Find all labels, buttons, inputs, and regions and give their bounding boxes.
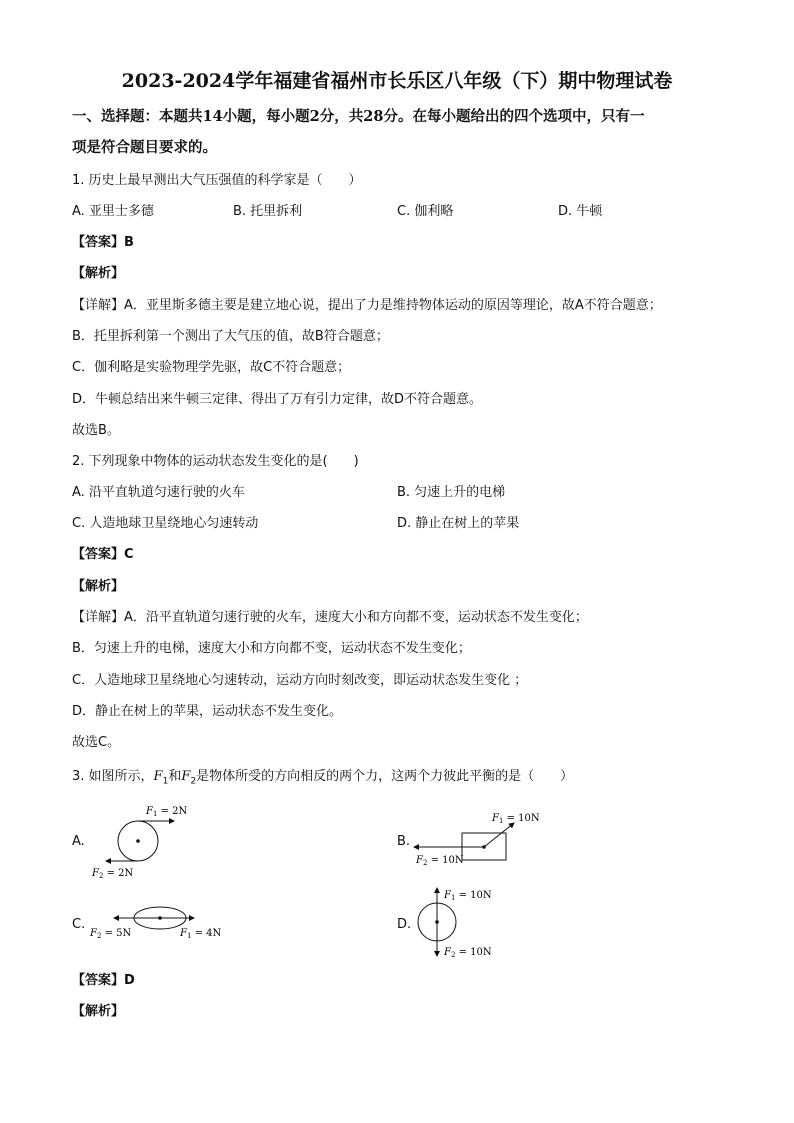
q3-f2-symbol: F: [181, 769, 191, 784]
center-dot: [136, 839, 140, 843]
q2-conclusion: 故选C。: [72, 735, 121, 750]
q3-f2-subscript: 2: [190, 776, 197, 787]
section-heading-line1: 一、选择题：本题共14小题，每小题2分，共28分。在每小题给出的四个选项中，只有一: [72, 108, 645, 125]
q2-stem: 2. 下列现象中物体的运动状态发生变化的是( ): [72, 454, 359, 469]
f1-label: $F_1 = 4N$: [180, 928, 222, 940]
f2-label: $F_2 = 10N$: [416, 855, 464, 867]
q2-option-d: D. 静止在树上的苹果: [397, 516, 520, 531]
q2-option-c: C. 人造地球卫星绕地心匀速转动: [72, 516, 259, 531]
f1-arrow: [484, 823, 514, 847]
f2-label: $F_2 = 10N$: [444, 947, 492, 959]
f1-label: $F_1 = 10N$: [444, 890, 492, 902]
f1-label: $F_1 = 10N$: [492, 813, 540, 825]
q2-detail-a: 【详解】A．沿平直轨道匀速行驶的火车，速度大小和方向都不变，运动状态不发生变化；: [72, 610, 588, 625]
q2-detail-b: B．匀速上升的电梯，速度大小和方向都不变，运动状态不发生变化；: [72, 641, 471, 656]
section-heading-line2: 项是符合题目要求的。: [72, 139, 217, 156]
q3-f1-subscript: 1: [162, 776, 169, 787]
q2-detail-d: D．静止在树上的苹果，运动状态不发生变化。: [72, 704, 343, 719]
q3-figure-d: [410, 880, 520, 966]
f2-label: $F_2 = 5N$: [90, 928, 132, 940]
q1-detail-a: 【详解】A．亚里斯多德主要是建立地心说，提出了力是维持物体运动的原因等理论，故A不符合题意；: [72, 298, 662, 313]
q3-stem-pre: 3. 如图所示，: [72, 769, 154, 784]
page-title: 2023-2024学年福建省福州市长乐区八年级（下）期中物理试卷: [121, 70, 673, 92]
f1-label: $F_1 = 2N$: [146, 806, 188, 818]
q1-option-d: D. 牛顿: [558, 204, 603, 219]
q3-f1-symbol: F: [153, 769, 163, 784]
q1-option-b: B. 托里拆利: [233, 204, 303, 219]
q3-analysis-label: 【解析】: [72, 1004, 125, 1019]
q1-option-a: A. 亚里士多德: [72, 204, 154, 219]
q1-conclusion: 故选B。: [72, 423, 120, 438]
q2-option-b: B. 匀速上升的电梯: [397, 485, 506, 500]
q3-option-d-label: D.: [397, 917, 412, 932]
q3-figure-c: [86, 900, 246, 950]
q2-detail-c: C．人造地球卫星绕地心匀速转动，运动方向时刻改变，即运动状态发生变化 ；: [72, 673, 528, 688]
f2-label: $F_2 = 2N$: [92, 868, 134, 880]
q2-option-a: A. 沿平直轨道匀速行驶的火车: [72, 485, 245, 500]
q3-figure-a: [86, 800, 206, 880]
q3-stem-post: 是物体所受的方向相反的两个力，这两个力彼此平衡的是（ ）: [196, 769, 574, 784]
q1-stem: 1. 历史上最早测出大气压强值的科学家是（ ）: [72, 173, 362, 188]
q3-stem: [72, 768, 573, 791]
q3-option-b-label: B.: [397, 834, 411, 849]
q3-answer: 【答案】D: [72, 973, 135, 988]
q3-stem-mid: 和: [168, 769, 182, 784]
q3-option-c-label: C.: [72, 917, 86, 932]
q2-analysis-label: 【解析】: [72, 579, 125, 594]
q1-answer: 【答案】B: [72, 235, 134, 250]
q3-figure-b: [410, 805, 560, 875]
q1-detail-d: D．牛顿总结出来牛顿三定律、得出了万有引力定律，故D不符合题意。: [72, 392, 483, 407]
q1-detail-b: B．托里拆利第一个测出了大气压的值，故B符合题意；: [72, 329, 389, 344]
q3-option-a-label: A.: [72, 834, 85, 849]
q1-analysis-label: 【解析】: [72, 266, 125, 281]
q2-answer: 【答案】C: [72, 547, 134, 562]
q1-option-c: C. 伽利略: [397, 204, 454, 219]
q1-detail-c: C．伽利略是实验物理学先驱，故C不符合题意；: [72, 360, 351, 375]
